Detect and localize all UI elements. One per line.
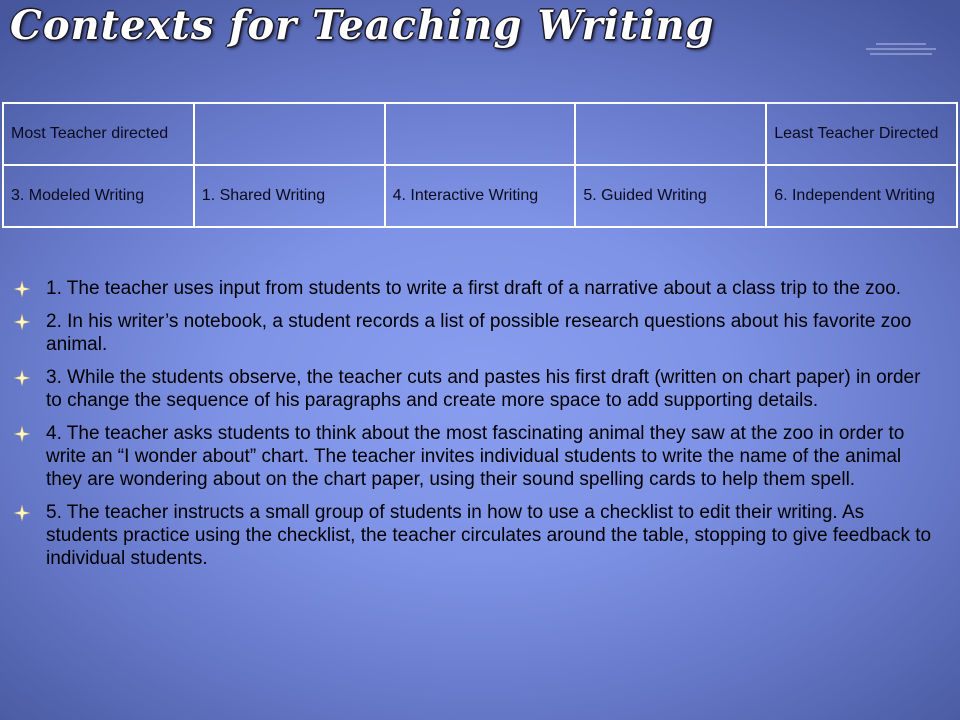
list-item-text: 5. The teacher instructs a small group of students in how to use a checklist to edit their writing. As students practice using the checklist, the teacher circulates around the table, stopping to give feedback to individual students. xyxy=(46,502,932,569)
table-cell: 6. Independent Writing xyxy=(766,165,957,227)
list-item xyxy=(14,366,939,412)
table-cell: Least Teacher Directed xyxy=(766,103,957,165)
table-cell: Most Teacher directed xyxy=(3,103,194,165)
list-item xyxy=(14,422,939,491)
four-point-star-icon xyxy=(14,505,30,521)
table-cell: 5. Guided Writing xyxy=(575,165,766,227)
four-point-star-icon xyxy=(14,370,30,386)
four-point-star-icon xyxy=(14,314,30,330)
table-row-contexts xyxy=(3,165,957,227)
corner-watermark xyxy=(862,40,940,60)
list-item xyxy=(14,310,939,356)
list-item xyxy=(14,277,939,300)
list-item-text: 2. In his writer’s notebook, a student records a list of possible research questions about his favorite zoo animal. xyxy=(46,311,912,355)
table-row-directedness xyxy=(3,103,957,165)
list-item-text: 4. The teacher asks students to think about the most fascinating animal they saw at the zoo in order to write an “I wonder about” chart. The teacher invites individual students to write the name of the animal they are wondering about on the chart paper, using their sound spelling cards to help them spell. xyxy=(46,423,905,490)
contexts-table xyxy=(2,102,958,228)
table-cell xyxy=(575,103,766,165)
list-item xyxy=(14,501,939,570)
scenario-list xyxy=(14,277,939,580)
table-cell: 4. Interactive Writing xyxy=(385,165,576,227)
table-cell: 1. Shared Writing xyxy=(194,165,385,227)
list-item-text: 3. While the students observe, the teacher cuts and pastes his first draft (written on chart paper) in order to change the sequence of his paragraphs and create more space to add supporting details. xyxy=(46,367,921,411)
table-cell xyxy=(385,103,576,165)
table-cell xyxy=(194,103,385,165)
list-item-text: 1. The teacher uses input from students to write a first draft of a narrative about a class trip to the zoo. xyxy=(46,278,902,299)
slide-title: Contexts for Teaching Writing xyxy=(10,2,715,49)
four-point-star-icon xyxy=(14,426,30,442)
table-cell: 3. Modeled Writing xyxy=(3,165,194,227)
four-point-star-icon xyxy=(14,281,30,297)
